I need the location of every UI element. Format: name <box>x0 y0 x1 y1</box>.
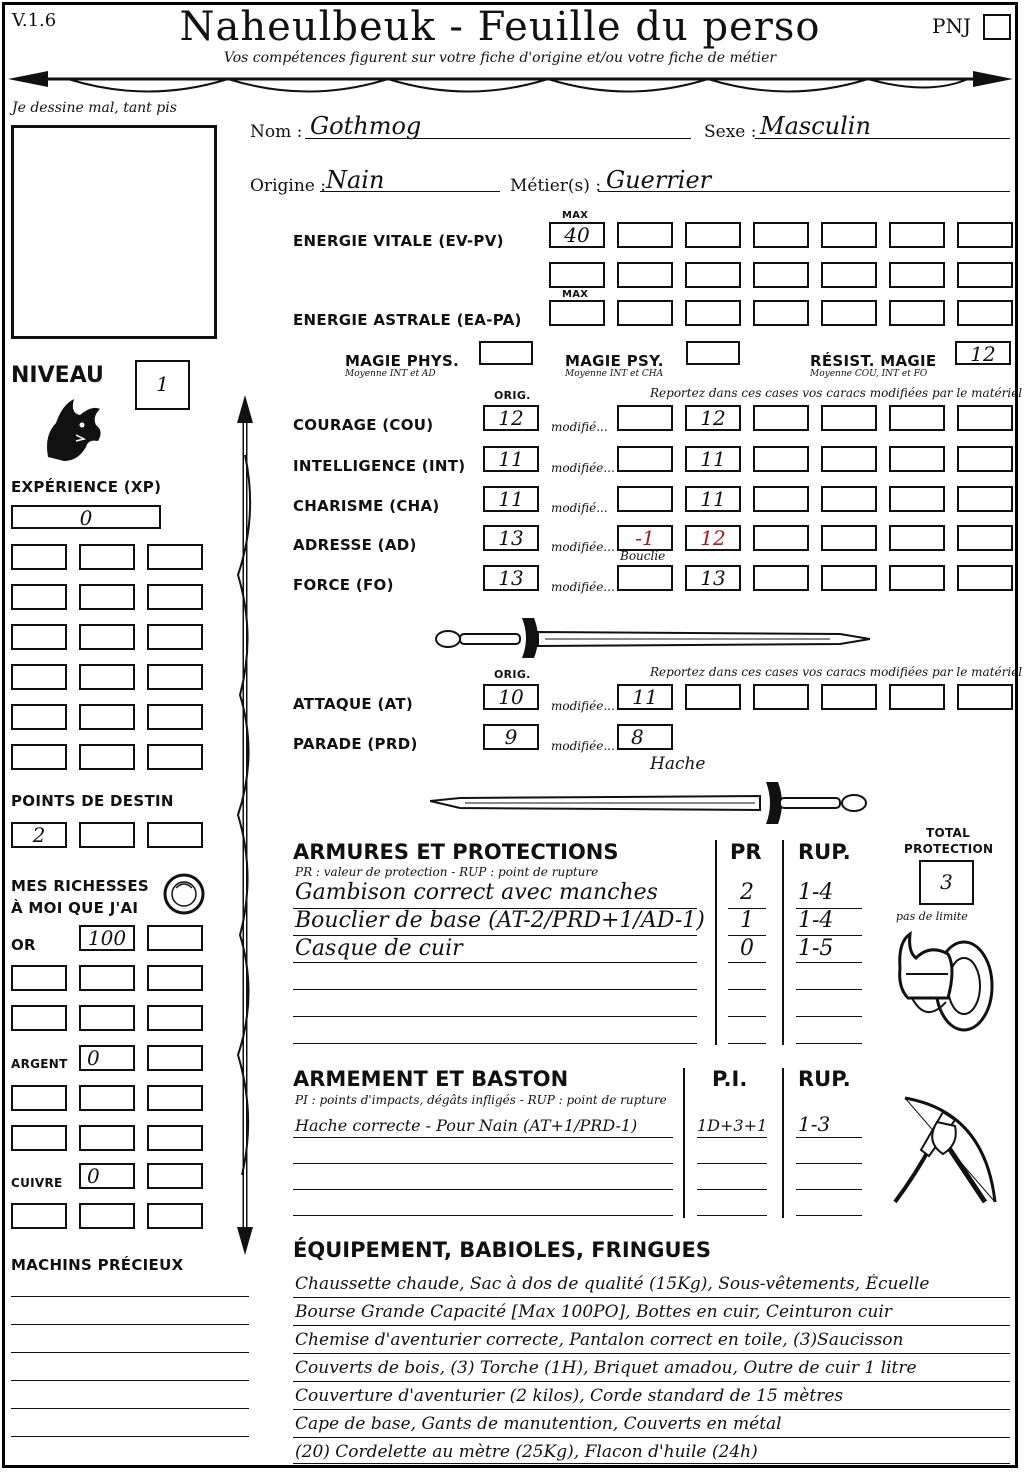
force-label: FORCE (FO) <box>293 576 394 594</box>
cuivre-value: 0 <box>87 1164 100 1188</box>
charisme-mod-label: modifié... <box>551 501 608 515</box>
xp-box[interactable] <box>79 544 135 570</box>
courage-orig-box[interactable] <box>483 405 539 431</box>
armor-line[interactable] <box>293 1043 697 1044</box>
argent-box[interactable] <box>11 1085 67 1111</box>
force-mod-label: modifiée... <box>551 580 615 594</box>
precious-line[interactable] <box>11 1324 249 1325</box>
ea-max-box[interactable] <box>549 300 605 326</box>
precious-line[interactable] <box>11 1380 249 1381</box>
ev-max-label: MAX <box>562 210 589 221</box>
intelligence-final-box[interactable] <box>685 446 741 472</box>
adresse-box[interactable] <box>889 525 945 551</box>
armor-line[interactable] <box>796 1043 862 1044</box>
attaque-box[interactable] <box>753 684 809 710</box>
armor-pr-header: PR <box>730 840 762 864</box>
equipment-rule <box>293 1297 1010 1298</box>
or-box[interactable] <box>79 1005 135 1031</box>
destin-label: POINTS DE DESTIN <box>11 792 174 810</box>
ev-box[interactable] <box>753 262 809 288</box>
armor-line[interactable] <box>796 989 862 990</box>
weapon-line[interactable] <box>697 1163 767 1164</box>
ev-box[interactable] <box>889 262 945 288</box>
xp-box[interactable] <box>79 704 135 730</box>
ev-box[interactable] <box>821 222 877 248</box>
force-orig: 13 <box>498 566 524 590</box>
weapon-item-name[interactable]: Hache correcte - Pour Nain (AT+1/PRD-1) <box>295 1116 638 1135</box>
ea-box[interactable] <box>889 300 945 326</box>
attaque-label: ATTAQUE (AT) <box>293 695 414 713</box>
weapons-rup-header: RUP. <box>798 1067 851 1091</box>
parade-box[interactable] <box>617 724 673 750</box>
machins-precieux-label: MACHINS PRÉCIEUX <box>11 1256 184 1274</box>
cuivre-label: CUIVRE <box>11 1176 63 1190</box>
courage-label: COURAGE (COU) <box>293 416 434 434</box>
weapon-line[interactable] <box>293 1215 673 1216</box>
xp-box[interactable] <box>79 584 135 610</box>
sheet-subtitle: Vos compétences figurent sur votre fiche d'origine et/ou votre fiche de métier <box>223 50 777 66</box>
equipment-rule <box>293 1353 1010 1354</box>
attaque-mod-label: modifiée... <box>551 699 615 713</box>
intelligence-mod-label: modifiée... <box>551 461 615 475</box>
attaque-orig: 10 <box>498 685 524 709</box>
stats-orig-label: ORIG. <box>494 389 531 402</box>
courage-box[interactable] <box>821 405 877 431</box>
attaque-orig-box[interactable] <box>483 684 539 710</box>
spear-icon <box>228 395 262 1255</box>
ea-box[interactable] <box>957 300 1013 326</box>
armor-item-name[interactable]: Bouclier de base (AT-2/PRD+1/AD-1) <box>295 908 705 933</box>
ev-box[interactable] <box>685 222 741 248</box>
ev-box[interactable] <box>549 262 605 288</box>
sword-icon <box>430 778 870 828</box>
intelligence-box[interactable] <box>957 446 1013 472</box>
weapons-bundle-icon <box>885 1092 1005 1217</box>
adresse-mod-note: Bouclie <box>620 549 666 563</box>
argent-box[interactable] <box>11 1125 67 1151</box>
richesses-label-2: À MOI QUE J'AI <box>11 899 139 917</box>
equipment-rule <box>293 1409 1010 1410</box>
pnj-checkbox[interactable] <box>983 14 1011 40</box>
or-box[interactable] <box>147 925 203 951</box>
attaque-box[interactable] <box>685 684 741 710</box>
xp-box[interactable] <box>147 704 203 730</box>
richesses-label-1: MES RICHESSES <box>11 877 150 895</box>
total-protection-label-1: TOTAL <box>926 826 971 840</box>
intelligence-box[interactable] <box>821 446 877 472</box>
cuivre-box[interactable] <box>11 1203 67 1229</box>
charisme-orig: 11 <box>498 487 524 511</box>
equipment-line[interactable]: Chemise d'aventurier correcte, Pantalon correct en toile, (3)Saucisson <box>295 1330 904 1350</box>
xp-box[interactable] <box>147 584 203 610</box>
adresse-mod-box[interactable] <box>617 525 673 551</box>
ev-max-value: 40 <box>564 223 590 247</box>
weapons-col-divider <box>683 1068 685 1218</box>
ev-box[interactable] <box>957 222 1013 248</box>
equipment-rule <box>293 1325 1010 1326</box>
armor-line <box>796 962 862 963</box>
weapon-line[interactable] <box>293 1163 673 1164</box>
or-box[interactable] <box>79 925 135 951</box>
or-box[interactable] <box>11 965 67 991</box>
sexe-label: Sexe : <box>704 122 757 142</box>
force-box[interactable] <box>753 565 809 591</box>
ea-box[interactable] <box>685 300 741 326</box>
combat-report-note: Reportez dans ces cases vos caracs modifiées par le matériel <box>650 665 1023 679</box>
precious-line[interactable] <box>11 1408 249 1409</box>
equipment-rule <box>293 1437 1010 1438</box>
intelligence-label: INTELLIGENCE (INT) <box>293 457 466 475</box>
total-protection-box[interactable] <box>919 860 974 905</box>
weapon-line[interactable] <box>697 1215 767 1216</box>
xp-box[interactable] <box>11 544 67 570</box>
adresse-box[interactable] <box>957 525 1013 551</box>
parade-orig-box[interactable] <box>483 724 539 750</box>
resist-magie-box[interactable] <box>955 341 1011 365</box>
precious-line[interactable] <box>11 1352 249 1353</box>
weapon-line[interactable] <box>796 1189 862 1190</box>
equipment-line[interactable]: Couverture d'aventurier (2 kilos), Corde standard de 15 mètres <box>295 1386 844 1406</box>
armor-rup-header: RUP. <box>798 840 851 864</box>
force-orig-box[interactable] <box>483 565 539 591</box>
weapon-line <box>796 1137 862 1138</box>
armor-line <box>728 908 766 909</box>
force-box[interactable] <box>821 565 877 591</box>
courage-box[interactable] <box>957 405 1013 431</box>
cuivre-box[interactable] <box>79 1163 135 1189</box>
ev-max-box[interactable] <box>549 222 605 248</box>
armor-line[interactable] <box>293 1016 697 1017</box>
ev-box[interactable] <box>685 262 741 288</box>
total-protection-value: 3 <box>940 870 953 894</box>
adresse-mod: -1 <box>635 526 655 550</box>
parade-mod-label: modifiée... <box>551 739 615 753</box>
experience-box[interactable] <box>11 505 161 529</box>
or-box[interactable] <box>79 965 135 991</box>
armor-item-rup[interactable]: 1-5 <box>798 936 834 961</box>
weapons-col-divider <box>782 1068 784 1218</box>
metier-label: Métier(s) : <box>510 176 602 196</box>
xp-box[interactable] <box>147 664 203 690</box>
adresse-mod-label: modifiée... <box>551 540 615 554</box>
armor-line[interactable] <box>728 1016 766 1017</box>
resist-magie-note: Moyenne COU, INT et FO <box>810 369 928 379</box>
adresse-final-box[interactable] <box>685 525 741 551</box>
ev-box[interactable] <box>753 222 809 248</box>
cuivre-box[interactable] <box>147 1203 203 1229</box>
ea-box[interactable] <box>617 300 673 326</box>
portrait-caption: Je dessine mal, tant pis <box>12 100 177 116</box>
total-protection-label-2: PROTECTION <box>904 842 994 856</box>
intelligence-box[interactable] <box>753 446 809 472</box>
weapons-note: PI : points d'impacts, dégâts infligés - RUP : point de rupture <box>295 1093 667 1107</box>
xp-box[interactable] <box>79 744 135 770</box>
armor-line <box>796 935 862 936</box>
magie-phys-box[interactable] <box>479 341 533 365</box>
force-box[interactable] <box>889 565 945 591</box>
charisme-orig-box[interactable] <box>483 486 539 512</box>
sexe-field[interactable]: Masculin <box>760 112 871 140</box>
armor-line <box>728 962 766 963</box>
adresse-orig: 13 <box>498 526 524 550</box>
parade-orig: 9 <box>504 725 518 749</box>
parade-value: 8 <box>631 725 644 749</box>
courage-orig: 12 <box>498 406 524 430</box>
force-final: 13 <box>700 566 726 590</box>
no-limit-note: pas de limite <box>896 910 968 923</box>
force-mod-box[interactable] <box>617 565 673 591</box>
weapon-line[interactable] <box>697 1189 767 1190</box>
cuivre-box[interactable] <box>147 1163 203 1189</box>
adresse-orig-box[interactable] <box>483 525 539 551</box>
or-label: OR <box>11 936 36 954</box>
ea-box[interactable] <box>821 300 877 326</box>
xp-box[interactable] <box>11 664 67 690</box>
charisme-final: 11 <box>700 487 726 511</box>
armor-line[interactable] <box>728 989 766 990</box>
xp-box[interactable] <box>11 584 67 610</box>
armor-item-pr[interactable]: 0 <box>740 936 754 961</box>
intelligence-box[interactable] <box>889 446 945 472</box>
xp-box[interactable] <box>11 624 67 650</box>
resist-magie-label: RÉSIST. MAGIE <box>810 352 937 370</box>
precious-line[interactable] <box>11 1436 249 1437</box>
weapon-item-rup[interactable]: 1-3 <box>798 1112 831 1136</box>
courage-mod-label: modifié... <box>551 420 608 434</box>
combat-note: Hache <box>650 754 706 774</box>
equipment-line[interactable]: (20) Cordelette au mètre (25Kg), Flacon d'huile (24h) <box>295 1442 758 1462</box>
precious-line[interactable] <box>11 1296 249 1297</box>
origine-label: Origine : <box>250 176 326 196</box>
intelligence-final: 11 <box>700 447 726 471</box>
charisme-box[interactable] <box>889 486 945 512</box>
ev-box[interactable] <box>617 222 673 248</box>
xp-box[interactable] <box>147 544 203 570</box>
argent-box[interactable] <box>147 1085 203 1111</box>
coin-icon <box>162 872 206 916</box>
intelligence-orig: 11 <box>498 447 524 471</box>
origine-field[interactable]: Nain <box>326 166 385 194</box>
charisme-box[interactable] <box>821 486 877 512</box>
xp-box[interactable] <box>147 624 203 650</box>
weapon-line[interactable] <box>796 1215 862 1216</box>
ev-box[interactable] <box>617 262 673 288</box>
armor-line <box>293 962 697 963</box>
courage-final-box[interactable] <box>685 405 741 431</box>
armor-line <box>796 908 862 909</box>
sword-icon <box>430 612 870 662</box>
destin-box[interactable] <box>11 822 67 848</box>
helmet-shield-icon <box>890 928 1002 1038</box>
ev-box[interactable] <box>889 222 945 248</box>
or-box[interactable] <box>147 965 203 991</box>
attaque-box[interactable] <box>821 684 877 710</box>
armor-item-pr[interactable]: 1 <box>740 908 754 933</box>
charisme-mod-box[interactable] <box>617 486 673 512</box>
adresse-final: 12 <box>700 526 726 550</box>
magie-psy-note: Moyenne INT et CHA <box>565 369 664 379</box>
ev-box[interactable] <box>821 262 877 288</box>
xp-box[interactable] <box>79 664 135 690</box>
or-value: 100 <box>87 926 127 950</box>
destin-box[interactable] <box>79 822 135 848</box>
armor-col-divider <box>782 840 784 1045</box>
intelligence-orig-box[interactable] <box>483 446 539 472</box>
metier-field[interactable]: Guerrier <box>606 166 712 194</box>
ea-box[interactable] <box>753 300 809 326</box>
weapon-item-pi[interactable]: 1D+3+1 <box>697 1116 768 1135</box>
weapons-pi-header: P.I. <box>712 1067 748 1091</box>
equipment-line[interactable]: Bourse Grande Capacité [Max 100PO], Bottes en cuir, Ceinturon cuir <box>295 1302 892 1322</box>
equipment-line[interactable]: Cape de base, Gants de manutention, Couverts en métal <box>295 1414 782 1434</box>
xp-box[interactable] <box>147 744 203 770</box>
equipment-title: ÉQUIPEMENT, BABIOLES, FRINGUES <box>293 1238 711 1262</box>
equipment-rule <box>293 1463 1010 1464</box>
weapon-line[interactable] <box>796 1163 862 1164</box>
weapon-line <box>697 1137 767 1138</box>
armor-title: ARMURES ET PROTECTIONS <box>293 840 619 864</box>
nom-field[interactable]: Gothmog <box>310 112 422 140</box>
weapons-title: ARMEMENT ET BASTON <box>293 1067 569 1091</box>
armor-line <box>293 908 697 909</box>
ev-label: ENERGIE VITALE (EV-PV) <box>293 232 504 250</box>
charisme-box[interactable] <box>957 486 1013 512</box>
equipment-rule <box>293 1381 1010 1382</box>
armor-note: PR : valeur de protection - RUP : point de rupture <box>295 865 599 879</box>
courage-mod-box[interactable] <box>617 405 673 431</box>
weapon-line[interactable] <box>293 1189 673 1190</box>
niveau-label: NIVEAU <box>11 363 104 388</box>
argent-box[interactable] <box>147 1125 203 1151</box>
armor-line[interactable] <box>796 1016 862 1017</box>
experience-label: EXPÉRIENCE (XP) <box>11 478 162 496</box>
courage-box[interactable] <box>753 405 809 431</box>
experience-value: 0 <box>79 506 93 530</box>
niveau-box[interactable] <box>135 360 190 410</box>
argent-box[interactable] <box>79 1125 135 1151</box>
version-label: V.1.6 <box>12 10 57 31</box>
argent-label: ARGENT <box>11 1057 68 1071</box>
combat-orig-label: ORIG. <box>494 668 531 681</box>
niveau-value: 1 <box>156 372 169 396</box>
xp-box[interactable] <box>79 624 135 650</box>
nom-label: Nom : <box>250 122 303 142</box>
charisme-box[interactable] <box>753 486 809 512</box>
charisme-label: CHARISME (CHA) <box>293 497 440 515</box>
resist-magie-value: 12 <box>970 342 996 366</box>
ea-label: ENERGIE ASTRALE (EA-PA) <box>293 311 522 329</box>
armor-line <box>293 935 697 936</box>
or-box[interactable] <box>147 1005 203 1031</box>
argent-box[interactable] <box>147 1045 203 1071</box>
destin-box[interactable] <box>147 822 203 848</box>
armor-item-name[interactable]: Gambison correct avec manches <box>295 880 658 905</box>
xp-box[interactable] <box>11 704 67 730</box>
destin-value: 2 <box>32 823 46 847</box>
courage-final: 12 <box>700 406 726 430</box>
force-box[interactable] <box>957 565 1013 591</box>
stats-report-note: Reportez dans ces cases vos caracs modifiées par le matériel <box>650 386 1023 400</box>
intelligence-mod-box[interactable] <box>617 446 673 472</box>
equipment-line[interactable]: Chaussette chaude, Sac à dos de qualité (15Kg), Sous-vêtements, Écuelle <box>295 1274 930 1294</box>
armor-item-pr[interactable]: 2 <box>740 880 754 905</box>
ea-max-label: MAX <box>562 289 589 300</box>
sheet-title: Naheulbeuk - Feuille du perso <box>179 4 821 50</box>
pnj-label: PNJ <box>932 14 971 38</box>
attaque-value: 11 <box>632 685 658 709</box>
attaque-box[interactable] <box>889 684 945 710</box>
armor-col-divider <box>715 840 717 1045</box>
cuivre-box[interactable] <box>79 1203 135 1229</box>
armor-line[interactable] <box>728 1043 766 1044</box>
xp-box[interactable] <box>11 744 67 770</box>
force-final-box[interactable] <box>685 565 741 591</box>
magie-phys-note: Moyenne INT et AD <box>345 369 436 379</box>
adresse-box[interactable] <box>821 525 877 551</box>
equipment-line[interactable]: Couverts de bois, (3) Torche (1H), Briquet amadou, Outre de cuir 1 litre <box>295 1358 917 1378</box>
armor-item-name[interactable]: Casque de cuir <box>295 936 463 961</box>
weapon-line <box>293 1137 673 1138</box>
attaque-box[interactable] <box>957 684 1013 710</box>
adresse-label: ADRESSE (AD) <box>293 536 417 554</box>
dragon-icon <box>40 395 106 465</box>
portrait-box[interactable] <box>11 125 217 339</box>
armor-item-rup[interactable]: 1-4 <box>798 908 834 933</box>
armor-line <box>728 935 766 936</box>
ev-box[interactable] <box>957 262 1013 288</box>
argent-box[interactable] <box>79 1085 135 1111</box>
or-box[interactable] <box>11 1005 67 1031</box>
magie-psy-box[interactable] <box>686 341 740 365</box>
parade-label: PARADE (PRD) <box>293 735 418 753</box>
attaque-box[interactable] <box>617 684 673 710</box>
magie-phys-label: MAGIE PHYS. <box>345 352 460 370</box>
armor-line[interactable] <box>293 989 697 990</box>
magie-psy-label: MAGIE PSY. <box>565 352 664 370</box>
courage-box[interactable] <box>889 405 945 431</box>
argent-value: 0 <box>87 1046 100 1070</box>
charisme-final-box[interactable] <box>685 486 741 512</box>
argent-box[interactable] <box>79 1045 135 1071</box>
armor-item-rup[interactable]: 1-4 <box>798 880 834 905</box>
adresse-box[interactable] <box>753 525 809 551</box>
